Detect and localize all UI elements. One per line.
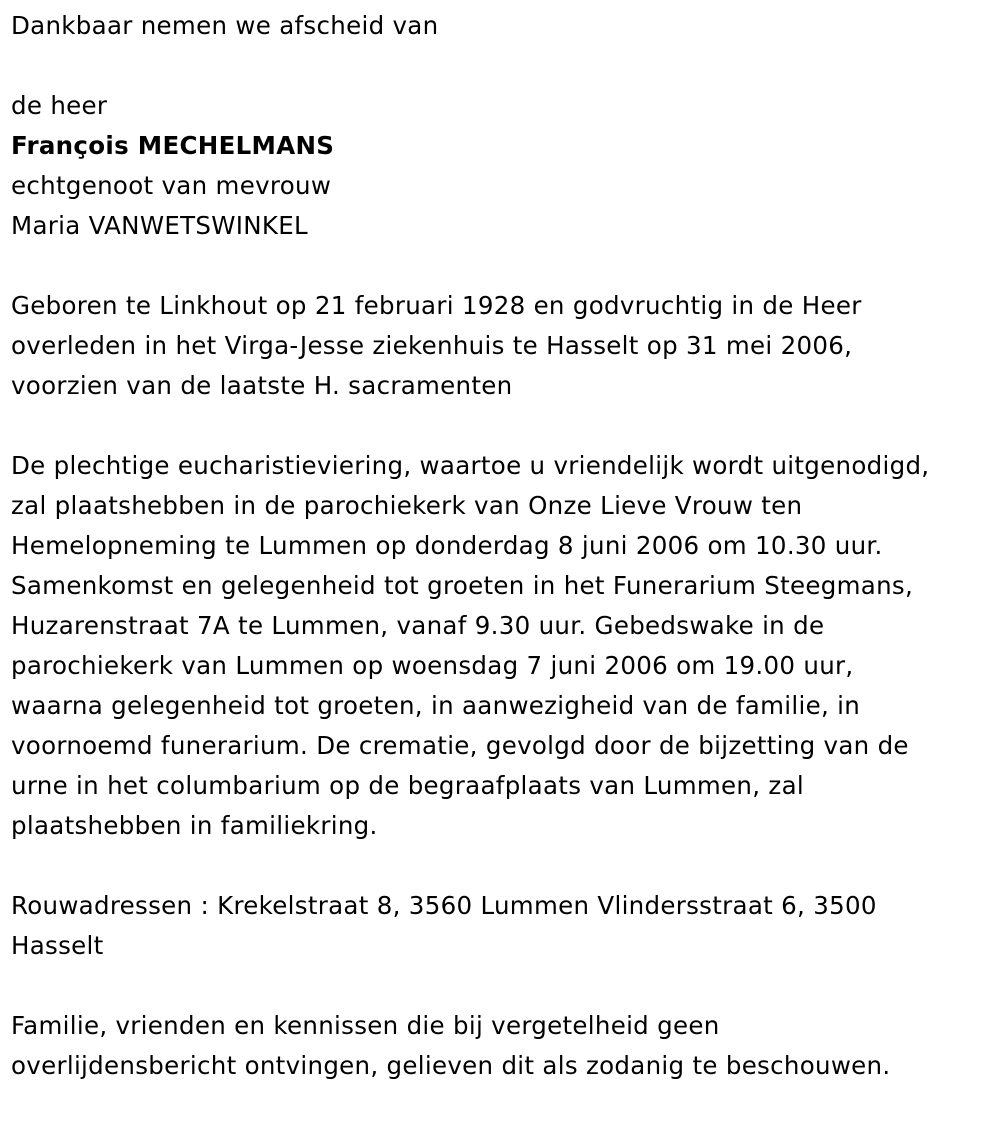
closing-paragraph bbox=[11, 1006, 991, 1086]
spouse-label: echtgenoot van mevrouw bbox=[11, 171, 332, 200]
paragraph-line: overleden in het Virga-Jesse ziekenhuis te Hasselt op 31 mei 2006, bbox=[11, 331, 853, 360]
paragraph-line: voorzien van de laatste H. sacramenten bbox=[11, 371, 513, 400]
deceased-name: François MECHELMANS bbox=[11, 131, 335, 160]
paragraph-line: Rouwadressen : Krekelstraat 8, 3560 Lummen Vlindersstraat 6, 3500 bbox=[11, 891, 877, 920]
intro-text: Dankbaar nemen we afscheid van bbox=[11, 11, 439, 40]
paragraph-line: Hasselt bbox=[11, 931, 104, 960]
paragraph-line: Geboren te Linkhout op 21 februari 1928 en godvruchtig in de Heer bbox=[11, 291, 862, 320]
spacer bbox=[11, 46, 991, 86]
paragraph-line: Familie, vrienden en kennissen die bij vergetelheid geen bbox=[11, 1011, 720, 1040]
paragraph-line: Hemelopneming te Lummen op donderdag 8 juni 2006 om 10.30 uur. bbox=[11, 531, 883, 560]
paragraph-line: voornoemd funerarium. De crematie, gevolgd door de bijzetting van de bbox=[11, 731, 909, 760]
obituary-notice bbox=[11, 6, 991, 1086]
spacer bbox=[11, 406, 991, 446]
paragraph-line: waarna gelegenheid tot groeten, in aanwezigheid van de familie, in bbox=[11, 691, 861, 720]
addresses-paragraph bbox=[11, 886, 991, 966]
paragraph-line: Huzarenstraat 7A te Lummen, vanaf 9.30 uur. Gebedswake in de bbox=[11, 611, 825, 640]
spacer bbox=[11, 966, 991, 1006]
spacer bbox=[11, 246, 991, 286]
paragraph-line: overlijdensbericht ontvingen, gelieven dit als zodanig te beschouwen. bbox=[11, 1051, 891, 1080]
ceremony-paragraph bbox=[11, 446, 991, 846]
paragraph-line: zal plaatshebben in de parochiekerk van Onze Lieve Vrouw ten bbox=[11, 491, 803, 520]
title-prefix: de heer bbox=[11, 91, 108, 120]
paragraph-line: parochiekerk van Lummen op woensdag 7 juni 2006 om 19.00 uur, bbox=[11, 651, 854, 680]
paragraph-line: urne in het columbarium op de begraafplaats van Lummen, zal bbox=[11, 771, 805, 800]
birth-death-paragraph bbox=[11, 286, 991, 406]
spouse-name: Maria VANWETSWINKEL bbox=[11, 211, 309, 240]
spacer bbox=[11, 846, 991, 886]
paragraph-line: De plechtige eucharistieviering, waartoe u vriendelijk wordt uitgenodigd, bbox=[11, 451, 930, 480]
paragraph-line: Samenkomst en gelegenheid tot groeten in het Funerarium Steegmans, bbox=[11, 571, 914, 600]
paragraph-line: plaatshebben in familiekring. bbox=[11, 811, 378, 840]
